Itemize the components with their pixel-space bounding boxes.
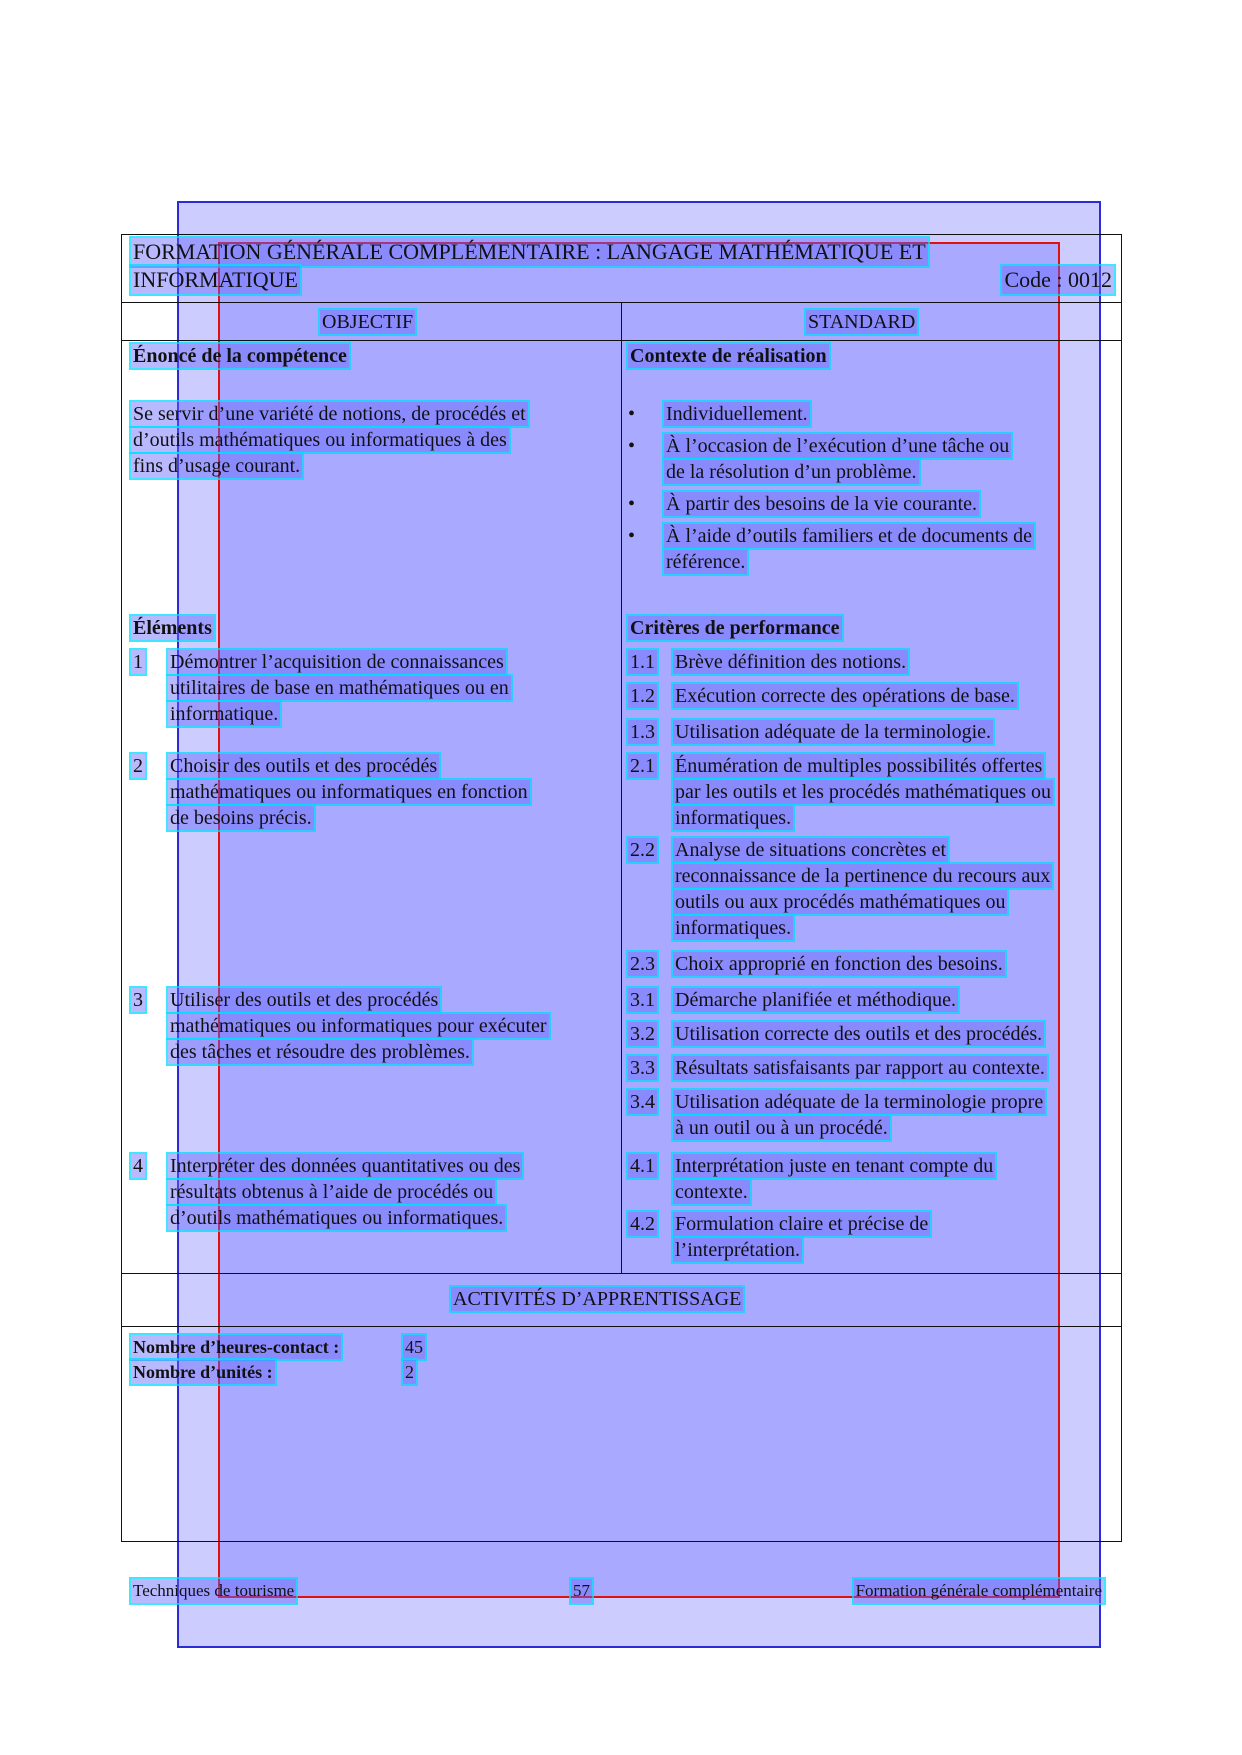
- element-number: 4: [133, 1155, 143, 1177]
- element-line: utilitaires de base en mathématiques ou en: [170, 677, 509, 699]
- element-number: 1: [133, 651, 143, 673]
- criteria-heading: Critères de performance: [630, 617, 840, 639]
- context-item: Individuellement.: [666, 403, 808, 425]
- rule-above-activities: [121, 1273, 1122, 1274]
- criterion-number: 1.2: [630, 685, 655, 707]
- criterion-number: 3.4: [630, 1091, 655, 1113]
- contact-hours-value: 45: [405, 1337, 423, 1357]
- elements-heading: Éléments: [133, 617, 212, 639]
- footer-section: Formation générale complémentaire: [854, 1579, 1104, 1603]
- criterion-line: reconnaissance de la pertinence du recours aux: [675, 865, 1051, 887]
- bullet-icon: •: [628, 493, 636, 515]
- units-label: Nombre d’unités :: [133, 1362, 273, 1382]
- criterion-number: 3.3: [630, 1057, 655, 1079]
- criterion-number: 2.1: [630, 755, 655, 777]
- context-item: À l’aide d’outils familiers et de documents de: [666, 525, 1033, 547]
- criterion-line: Utilisation adéquate de la terminologie propre: [675, 1091, 1044, 1113]
- criterion-line: Exécution correcte des opérations de base.: [675, 685, 1015, 707]
- element-line: Interpréter des données quantitatives ou des: [170, 1155, 521, 1177]
- element-line: mathématiques ou informatiques pour exécuter: [170, 1015, 547, 1037]
- element-line: informatique.: [170, 703, 279, 725]
- competence-line: d’outils mathématiques ou informatiques à des: [133, 429, 507, 451]
- bullet-icon: •: [628, 435, 636, 457]
- objective-column-header: OBJECTIF: [322, 311, 414, 333]
- element-line: d’outils mathématiques ou informatiques.: [170, 1207, 504, 1229]
- form-title-line-1: FORMATION GÉNÉRALE COMPLÉMENTAIRE : LANGAGE MATHÉMATIQUE ET: [133, 239, 926, 264]
- rule-below-activities: [121, 1326, 1122, 1327]
- criterion-number: 2.3: [630, 953, 655, 975]
- bullet-icon: •: [628, 525, 636, 547]
- element-number: 2: [133, 755, 143, 777]
- form-title-line-2: INFORMATIQUE: [133, 267, 298, 292]
- criterion-number: 2.2: [630, 839, 655, 861]
- bullet-icon: •: [628, 403, 636, 425]
- footer-page-number: 57: [571, 1579, 592, 1603]
- criterion-line: à un outil ou à un procédé.: [675, 1117, 888, 1139]
- context-item: de la résolution d’un problème.: [666, 461, 917, 483]
- units-value: 2: [405, 1362, 414, 1382]
- criterion-line: outils ou aux procédés mathématiques ou: [675, 891, 1006, 913]
- context-item: À partir des besoins de la vie courante.: [666, 493, 978, 515]
- criterion-line: l’interprétation.: [675, 1239, 800, 1261]
- criterion-number: 4.2: [630, 1213, 655, 1235]
- criterion-number: 4.1: [630, 1155, 655, 1177]
- criterion-line: Utilisation adéquate de la terminologie.: [675, 721, 992, 743]
- criterion-line: par les outils et les procédés mathématiques ou: [675, 781, 1052, 803]
- criterion-line: Énumération de multiples possibilités offertes: [675, 755, 1043, 777]
- column-divider: [621, 302, 622, 1273]
- footer-program: Techniques de tourisme: [131, 1579, 296, 1603]
- criterion-line: Interprétation juste en tenant compte du: [675, 1155, 994, 1177]
- element-line: Choisir des outils et des procédés: [170, 755, 438, 777]
- criterion-number: 3.1: [630, 989, 655, 1011]
- element-line: Utiliser des outils et des procédés: [170, 989, 439, 1011]
- criterion-line: Formulation claire et précise de: [675, 1213, 929, 1235]
- criterion-line: Analyse de situations concrètes et: [675, 839, 947, 861]
- activities-heading: ACTIVITÉS D’APPRENTISSAGE: [453, 1288, 742, 1310]
- element-number: 3: [133, 989, 143, 1011]
- element-line: résultats obtenus à l’aide de procédés ou: [170, 1181, 494, 1203]
- standard-column-header: STANDARD: [808, 311, 916, 333]
- context-item: référence.: [666, 551, 746, 573]
- criterion-line: Choix approprié en fonction des besoins.: [675, 953, 1003, 975]
- criterion-line: Résultats satisfaisants par rapport au contexte.: [675, 1057, 1045, 1079]
- criterion-line: informatiques.: [675, 807, 792, 829]
- element-line: Démontrer l’acquisition de connaissances: [170, 651, 504, 673]
- criterion-number: 1.3: [630, 721, 655, 743]
- element-line: de besoins précis.: [170, 807, 312, 829]
- criterion-number: 3.2: [630, 1023, 655, 1045]
- competence-line: Se servir d’une variété de notions, de procédés et: [133, 403, 526, 425]
- criterion-line: Démarche planifiée et méthodique.: [675, 989, 956, 1011]
- competence-heading: Énoncé de la compétence: [133, 345, 347, 367]
- element-line: mathématiques ou informatiques en fonction: [170, 781, 528, 803]
- context-heading: Contexte de réalisation: [630, 345, 827, 367]
- context-item: À l’occasion de l’exécution d’une tâche ou: [666, 435, 1010, 457]
- course-code: Code : 0012: [1004, 267, 1112, 292]
- criterion-number: 1.1: [630, 651, 655, 673]
- criterion-line: contexte.: [675, 1181, 748, 1203]
- contact-hours-label: Nombre d’heures-contact :: [133, 1337, 340, 1357]
- criterion-line: Brève définition des notions.: [675, 651, 907, 673]
- element-line: des tâches et résoudre des problèmes.: [170, 1041, 470, 1063]
- competence-line: fins d’usage courant.: [133, 455, 301, 477]
- criterion-line: informatiques.: [675, 917, 792, 939]
- criterion-line: Utilisation correcte des outils et des procédés.: [675, 1023, 1043, 1045]
